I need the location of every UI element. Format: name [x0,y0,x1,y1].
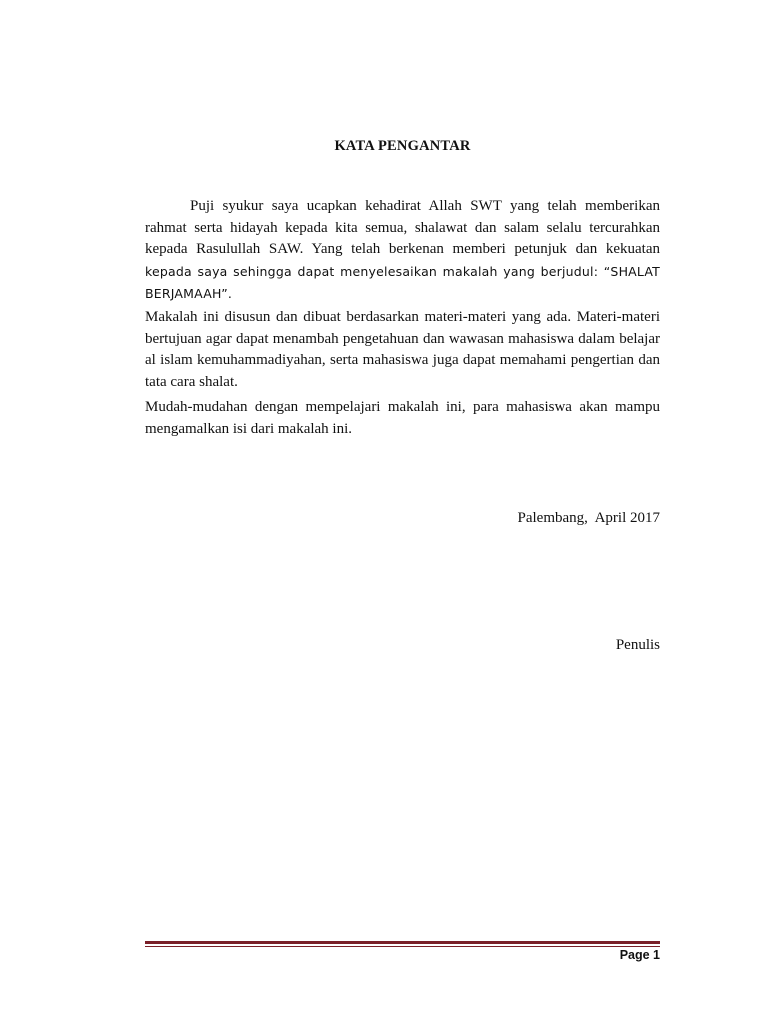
paragraph-3: Mudah-mudahan dengan mempelajari makalah ini, para mahasiswa akan mampu mengamalkan isi dari makalah ini. [145,399,660,437]
page-title: KATA PENGANTAR [334,138,471,154]
author-signature: Penulis [615,637,660,653]
footer-rule-thick [145,941,660,944]
paragraph-2: Makalah ini disusun dan dibuat berdasarkan materi-materi yang ada. Materi-materi bertujuan agar dapat menambah pengetahuan dan wawasan mahasiswa dalam belajar al islam kemuhammadiyahan, serta mahasiswa juga dapat memahami pengertian dan tata cara shalat. [145,309,660,390]
page-number: Page 1 [619,948,660,962]
paragraph-1-text: Puji syukur saya ucapkan kehadirat Allah SWT yang telah memberikan rahmat serta hidayah kepada kita semua, shalawat dan salam selalu tercurahkan kepada Rasulullah SAW. Yang telah berkenan memberi petunjuk dan kekuatan [145,198,660,257]
paragraph-1 [145,196,660,306]
place-date: Palembang, April 2017 [517,510,660,526]
paragraph-1-sans-text: kepada saya sehingga dapat menyelesaikan makalah yang berjudul: “SHALAT BERJAMAAH”. [145,263,660,301]
footer-rule-thin [145,946,660,947]
